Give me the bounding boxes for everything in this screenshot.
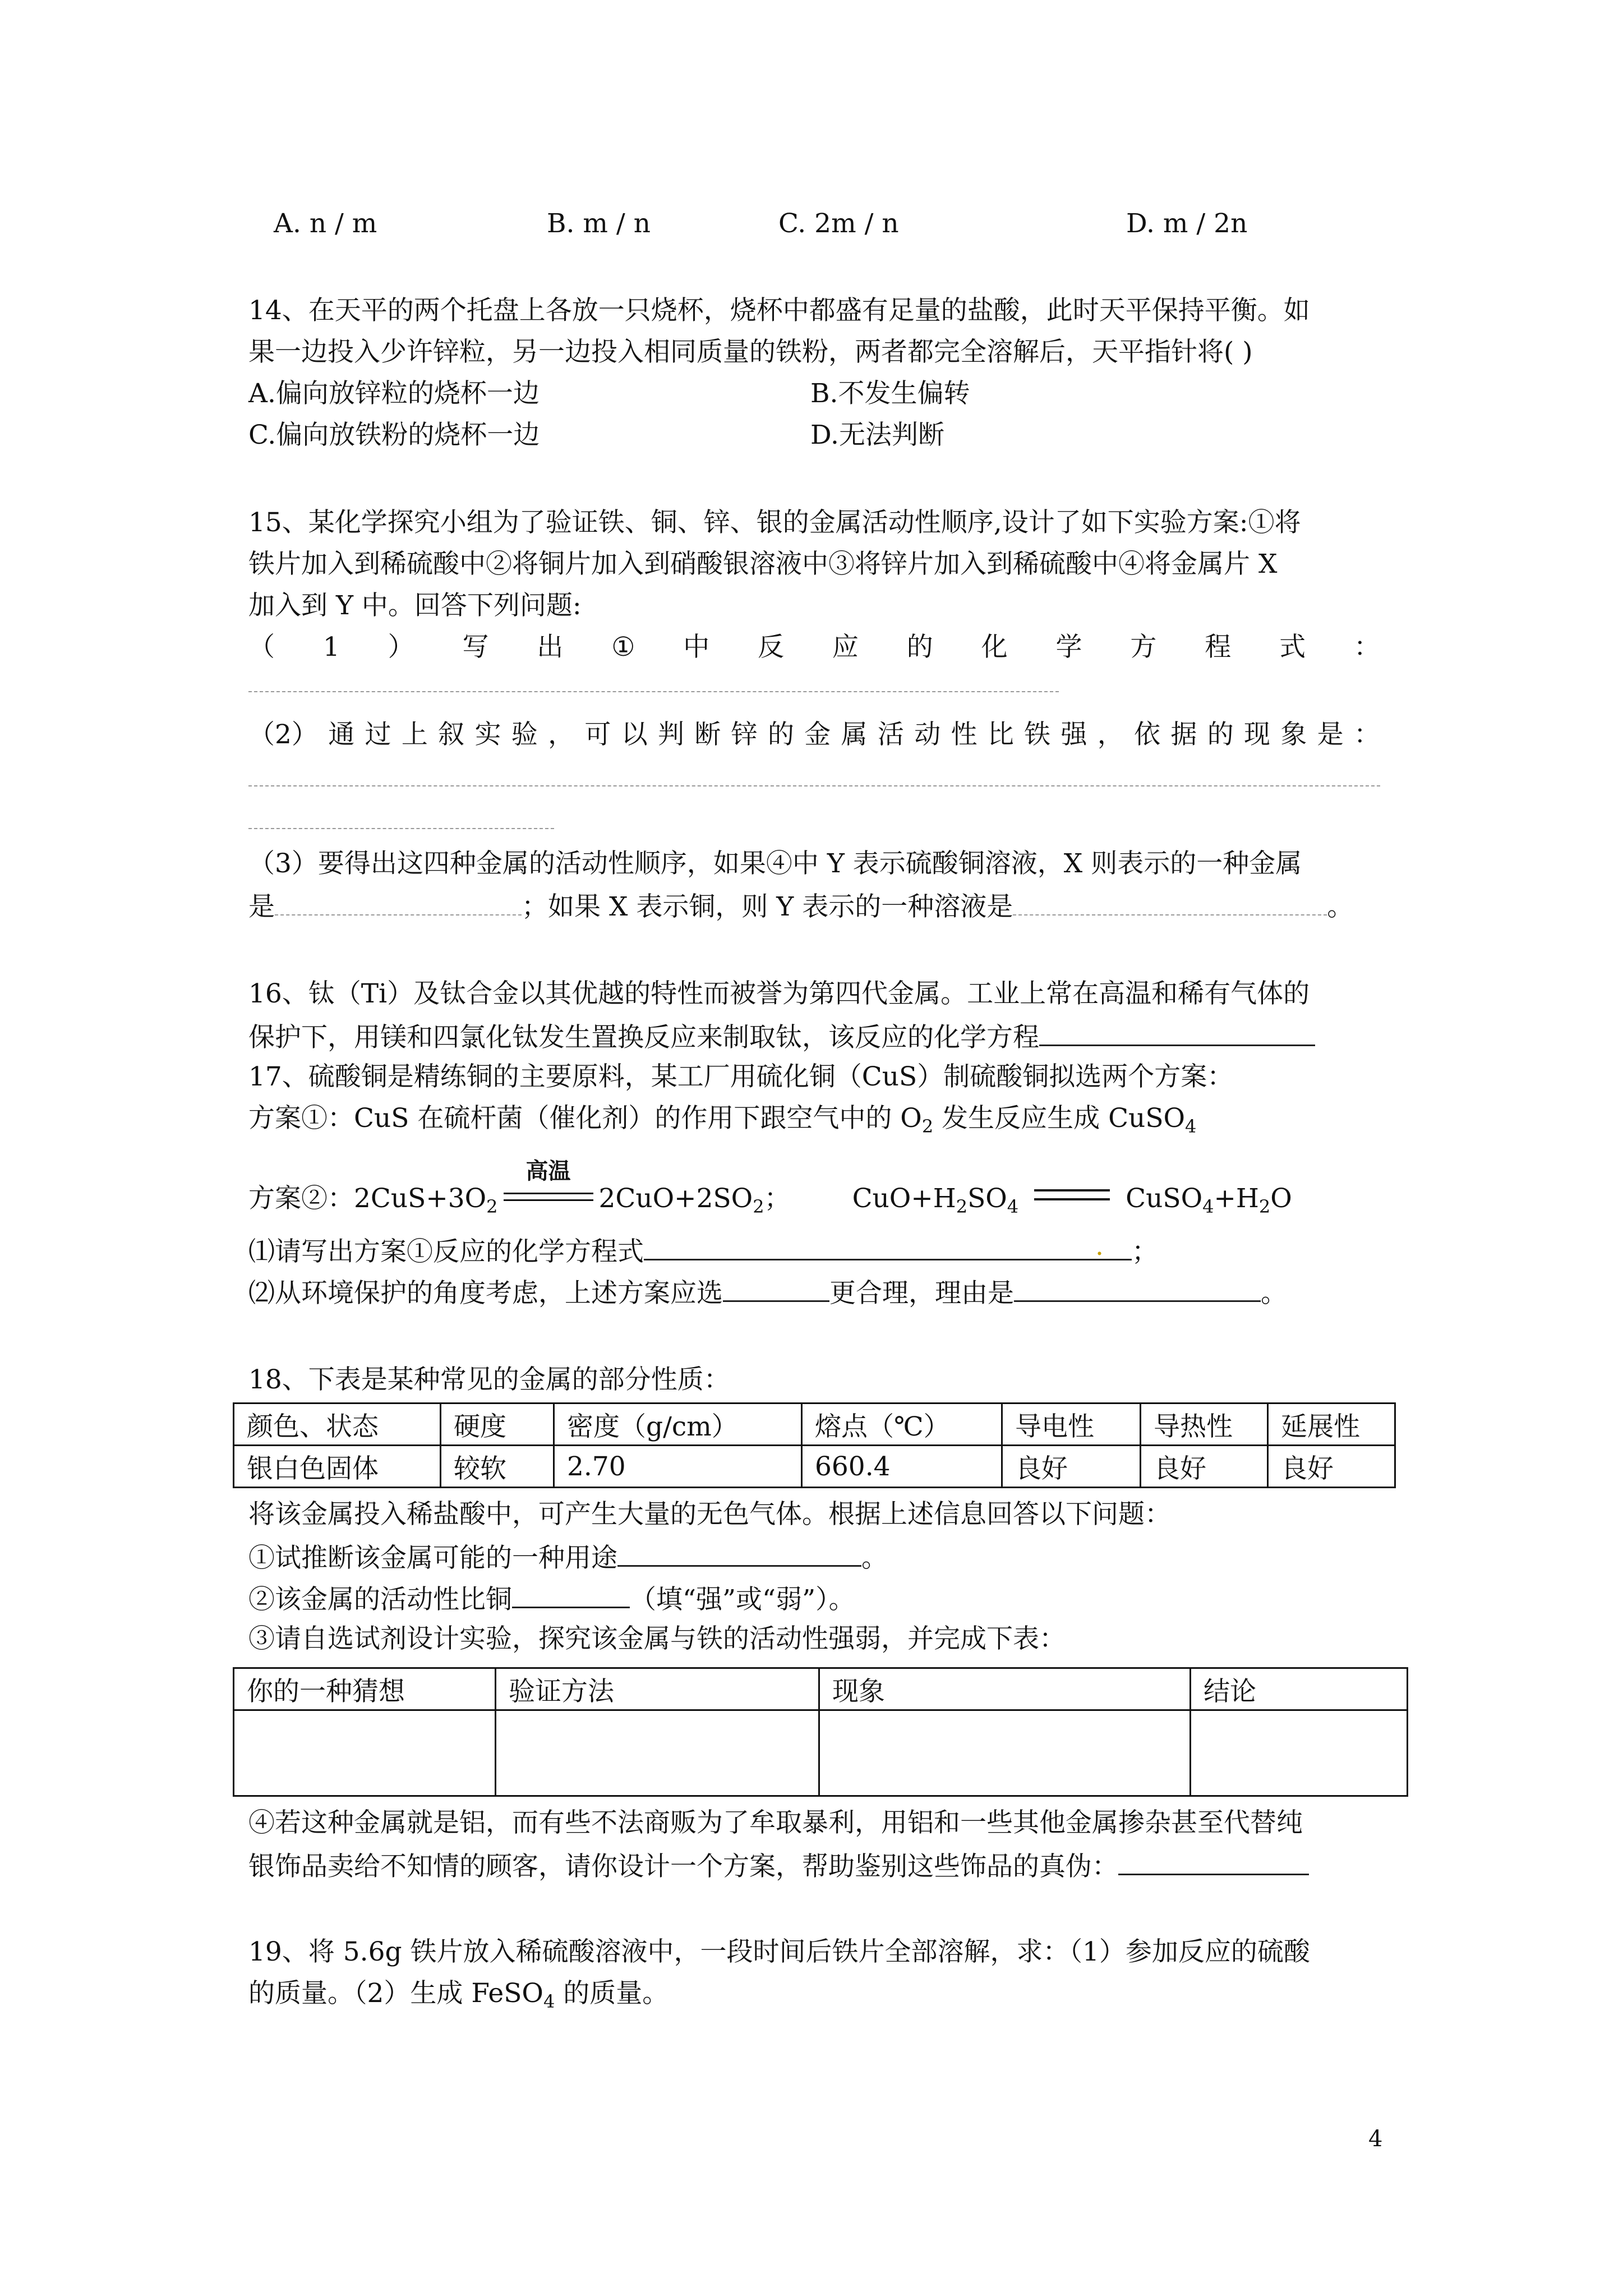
table-header-cell: 结论	[1191, 1668, 1408, 1710]
q15-part2-answer-blank-2[interactable]	[248, 828, 554, 829]
table-header-cell: 硬度	[441, 1404, 554, 1446]
method-cell[interactable]	[496, 1710, 819, 1796]
q14-option-c: C.偏向放铁粉的烧杯一边	[248, 420, 540, 450]
q18-question2: ②该金属的活动性比铜 （填“强”或“弱”）。	[248, 1584, 855, 1615]
table-row	[234, 1710, 1408, 1796]
page-number: 4	[1368, 2126, 1383, 2152]
q15-part2-question: （2） 通 过 上 叙 实 验 ， 可 以 判 断 锌 的 金 属 活 动 性 比 铁 强 ， 依 据 的 现 象 是 ：	[248, 719, 1380, 750]
table-row	[234, 1446, 1395, 1488]
table-header-cell: 验证方法	[496, 1668, 819, 1710]
q19-line2: 的质量。（2）生成 FeSO$_4$ 的质量。	[248, 1978, 669, 2012]
q17-scheme2: 方案②：$2CuS+3O_2$ 高温 $2CuO+2SO_2$； $CuO+H_2SO_4$ $CuSO_4+H_2O$	[248, 1158, 1292, 1217]
table-header-row	[234, 1668, 1408, 1710]
q18-question1: ①试推断该金属可能的一种用途 。	[248, 1543, 888, 1573]
q18-activity-blank[interactable]	[512, 1584, 630, 1608]
q18-title: 18、下表是某种常见的金属的部分性质：	[248, 1364, 730, 1395]
table-cell: 良好	[1141, 1446, 1268, 1488]
q17-question1: ⑴请写出方案①反应的化学方程式 . ；	[248, 1231, 1158, 1267]
q15-part3-line2: 是 ；如果 X 表示铜，则 Y 表示的一种溶液是 。	[248, 891, 1354, 922]
q13-option-b: B. m / n	[547, 208, 651, 239]
q14-option-b: B.不发生偏转	[810, 378, 970, 409]
table-cell: 良好	[1268, 1446, 1395, 1488]
table-cell: 660.4	[802, 1446, 1002, 1488]
q18-question4-line1: ④若这种金属就是铝，而有些不法商贩为了牟取暴利，用铝和一些其他金属掺杂甚至代替纯	[248, 1807, 1303, 1838]
q13-option-d: D. m / 2n	[1126, 208, 1248, 239]
q17-question2: ⑵从环境保护的角度考虑，上述方案应选 更合理，理由是 。	[248, 1278, 1287, 1309]
q13-option-a: A. n / m	[274, 208, 377, 239]
table-header-cell: 颜色、状态	[234, 1404, 441, 1446]
table-header-cell: 导电性	[1002, 1404, 1141, 1446]
q15-part1-answer-blank[interactable]	[248, 691, 1059, 692]
table-cell: 银白色固体	[234, 1446, 441, 1488]
table-header-cell: 熔点（℃）	[802, 1404, 1002, 1446]
q14-stem-line2: 果一边投入少许锌粒，另一边投入相同质量的铁粉，两者都完全溶解后，天平指针将( )	[248, 337, 1253, 367]
q18-identification-blank[interactable]	[1118, 1851, 1309, 1875]
q17-equation-blank[interactable]: .	[644, 1236, 1132, 1260]
equals-sign	[1034, 1185, 1110, 1207]
q18-question4-line2: 银饰品卖给不知情的顾客，请你设计一个方案，帮助鉴别这些饰品的真伪：	[248, 1851, 1309, 1880]
table-header-cell: 导热性	[1141, 1404, 1268, 1446]
q17-line1: 17、硫酸铜是精练铜的主要原料，某工厂用硫化铜（CuS）制硫酸铜拟选两个方案：	[248, 1061, 1234, 1092]
q17-reason-blank[interactable]	[1014, 1278, 1261, 1302]
q17-scheme-choice-blank[interactable]	[723, 1278, 829, 1302]
table-cell: 良好	[1002, 1446, 1141, 1488]
conclusion-cell[interactable]	[1191, 1710, 1408, 1796]
q15-part2-answer-blank-1[interactable]	[248, 785, 1380, 786]
table-cell: 较软	[441, 1446, 554, 1488]
table-cell: 2.70	[554, 1446, 802, 1488]
q14-stem-line1: 14、在天平的两个托盘上各放一只烧杯，烧杯中都盛有足量的盐酸，此时天平保持平衡。如	[248, 295, 1310, 326]
q19-line1: 19、将 5.6g 铁片放入稀硫酸溶液中，一段时间后铁片全部溶解，求：（1）参加反应的硫酸	[248, 1936, 1310, 1967]
q16-line1: 16、钛（Ti）及钛合金以其优越的特性而被誉为第四代金属。工业上常在高温和稀有气体的	[248, 978, 1310, 1009]
q18-question3: ③请自选试剂设计实验，探究该金属与铁的活动性强弱，并完成下表：	[248, 1623, 1066, 1654]
q14-option-d: D.无法判断	[810, 420, 944, 450]
q15-part1-question: （ 1 ） 写 出 ① 中 反 应 的 化 学 方 程 式 ：	[248, 632, 1380, 662]
metal-properties-table	[233, 1402, 1396, 1488]
q15-line1: 15、某化学探究小组为了验证铁、铜、锌、银的金属活动性顺序,设计了如下实验方案:①将	[248, 507, 1301, 538]
table-header-cell: 你的一种猜想	[234, 1668, 496, 1710]
table-header-cell: 延展性	[1268, 1404, 1395, 1446]
q15-part3-solution-blank[interactable]	[1013, 892, 1327, 915]
q17-scheme1: 方案①：CuS 在硫杆菌（催化剂）的作用下跟空气中的 $O_2$ 发生反应生成 CuSO$_4$	[248, 1103, 1197, 1137]
q16-line2: 保护下，用镁和四氯化钛发生置换反应来制取钛，该反应的化学方程	[248, 1022, 1315, 1051]
table-header-cell: 现象	[819, 1668, 1191, 1710]
q15-line3: 加入到 Y 中。回答下列问题:	[248, 590, 582, 621]
q16-equation-blank[interactable]	[1039, 1022, 1315, 1046]
high-temperature-equals-sign: 高温	[504, 1177, 593, 1211]
table-header-row	[234, 1404, 1395, 1446]
q15-part3-line1: （3）要得出这四种金属的活动性顺序，如果④中 Y 表示硫酸铜溶液，X 则表示的一种金属	[248, 848, 1302, 879]
q15-line2: 铁片加入到稀硫酸中②将铜片加入到硝酸银溶液中③将锌片加入到稀硫酸中④将金属片 X	[248, 549, 1278, 579]
phenomenon-cell[interactable]	[819, 1710, 1191, 1796]
table-header-cell: 密度（g/cm）	[554, 1404, 802, 1446]
q18-use-blank[interactable]	[617, 1543, 861, 1567]
guess-cell[interactable]	[234, 1710, 496, 1796]
q18-line-after-table: 将该金属投入稀盐酸中，可产生大量的无色气体。根据上述信息回答以下问题：	[248, 1499, 1171, 1530]
q15-part3-metal-blank[interactable]	[275, 892, 522, 915]
q14-option-a: A.偏向放锌粒的烧杯一边	[248, 378, 540, 409]
q13-option-c: C. 2m / n	[778, 208, 899, 239]
experiment-design-table	[233, 1667, 1408, 1797]
